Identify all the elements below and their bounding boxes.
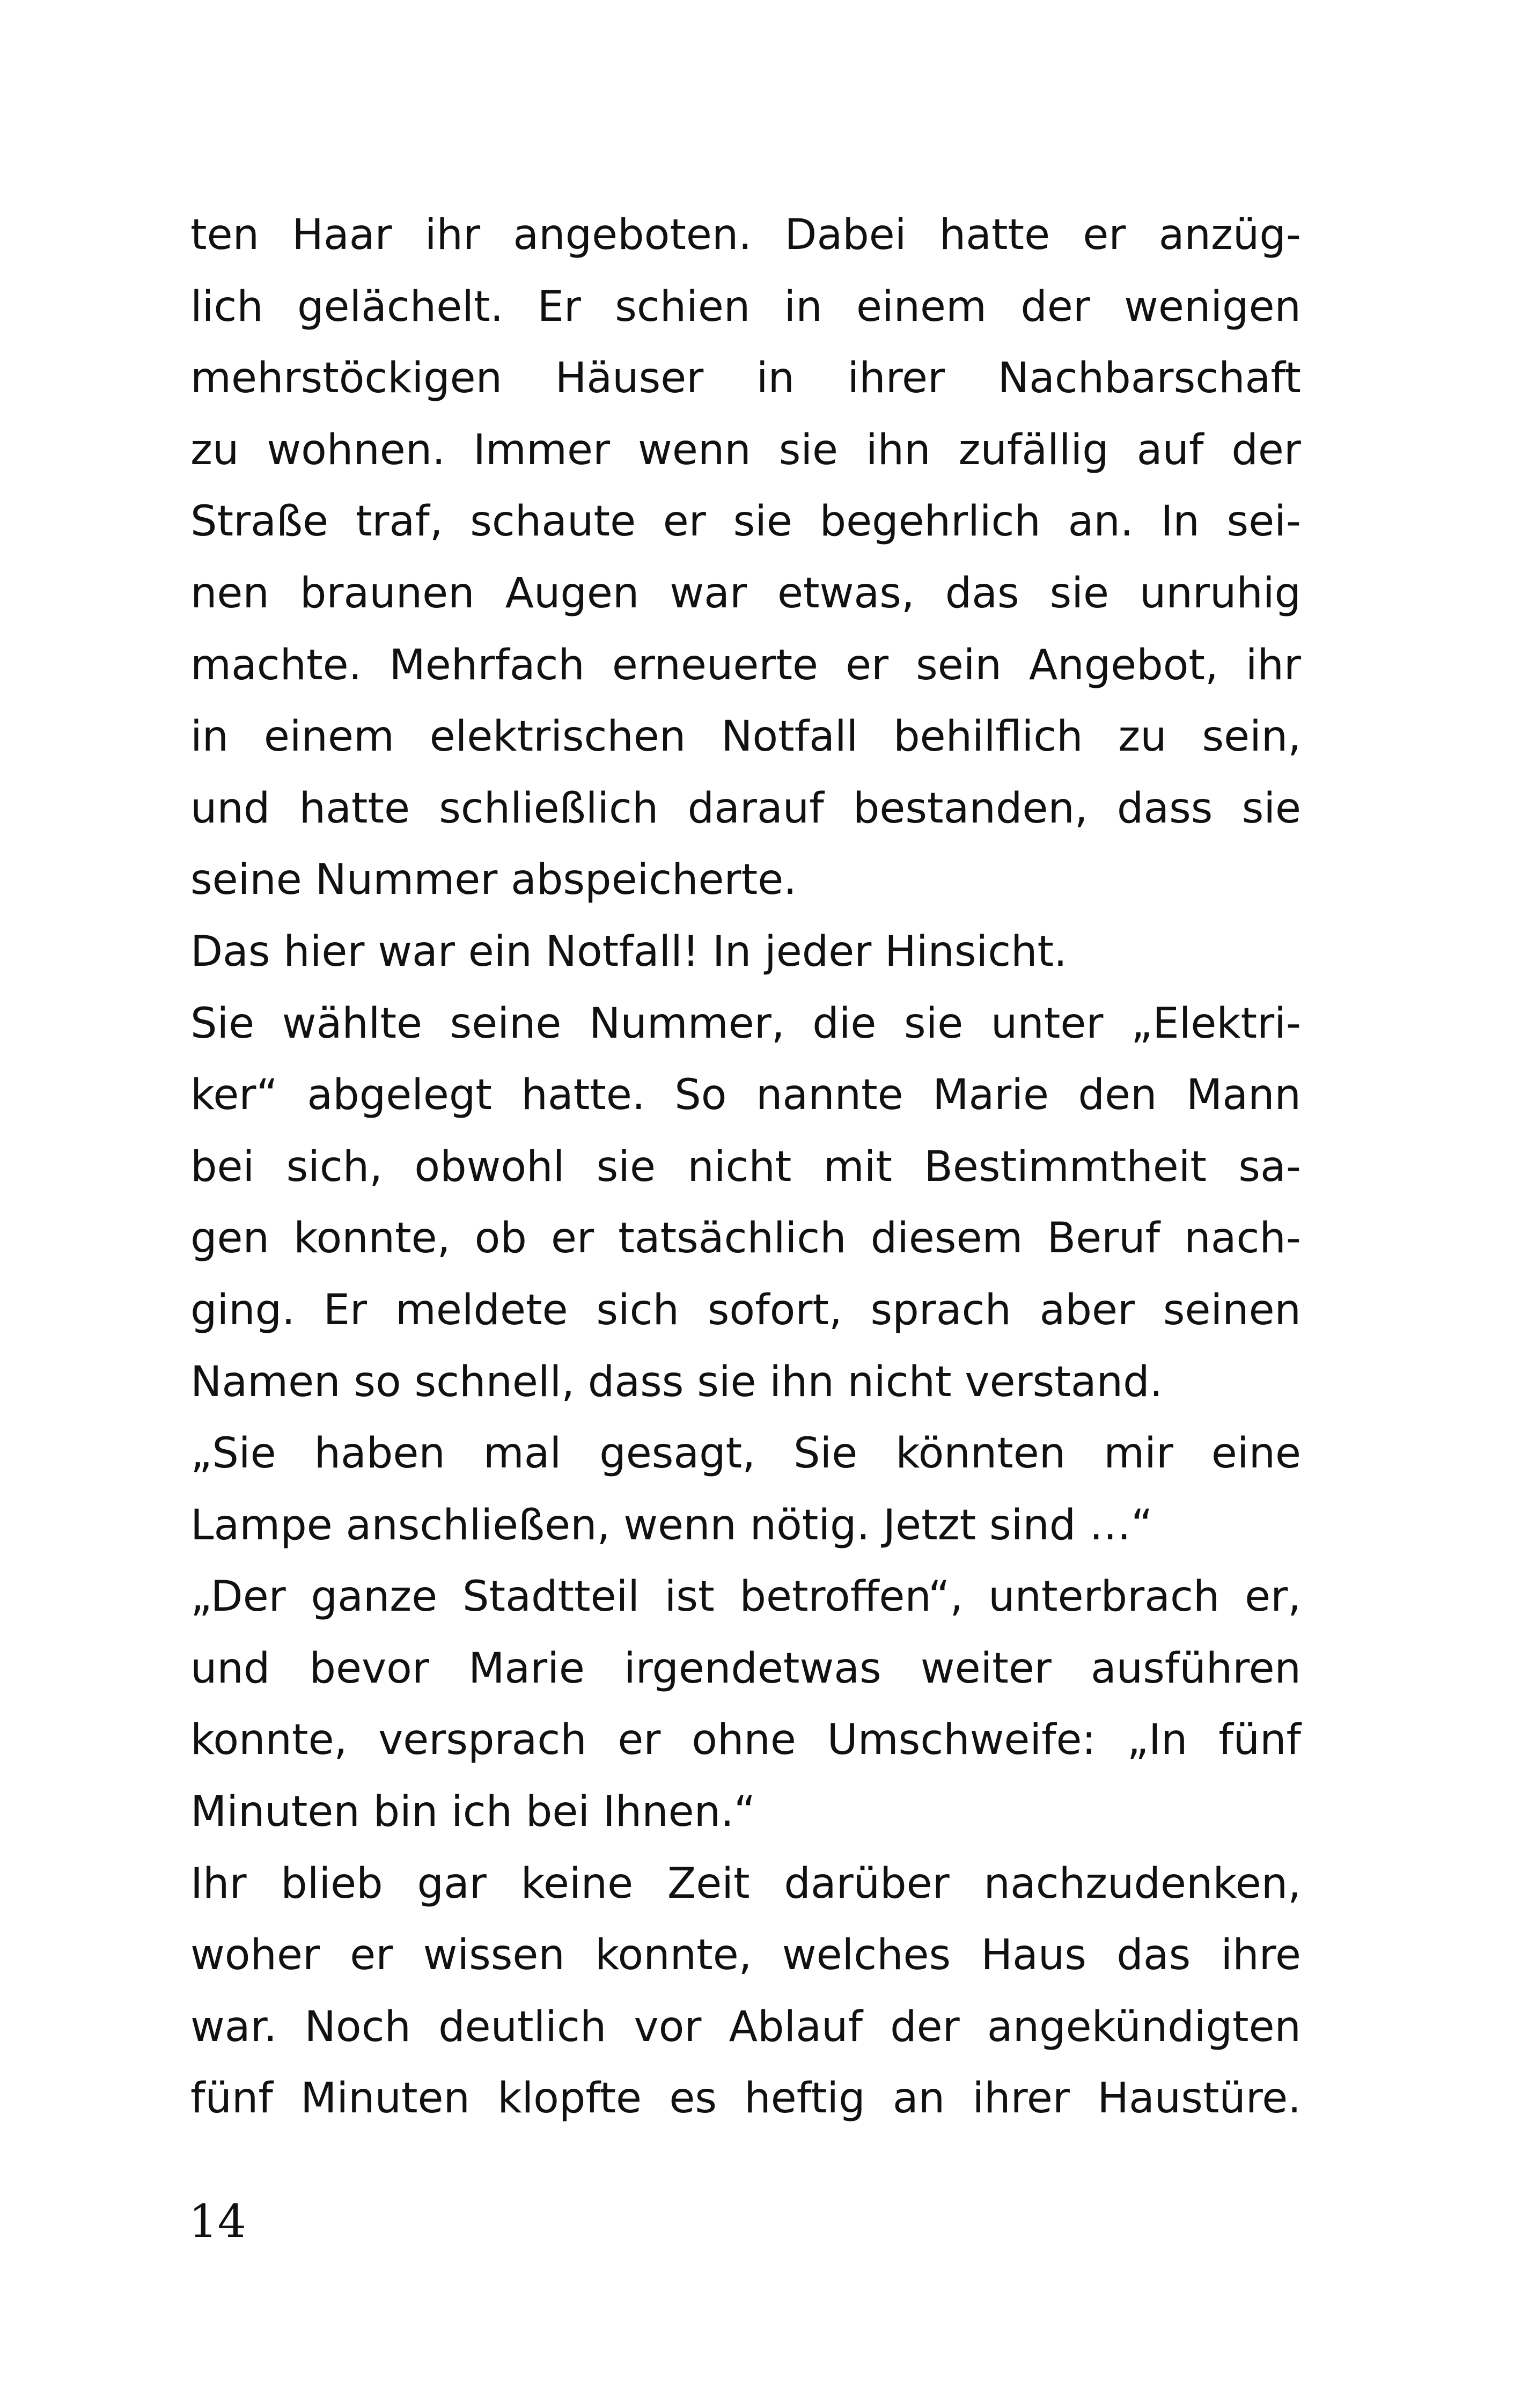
text-line: war. Noch deutlich vor Ablauf der angekündigten	[190, 2002, 1301, 2051]
text-line: bei sich, obwohl sie nicht mit Bestimmtheit sa-	[190, 1142, 1301, 1191]
text-line: Namen so schnell, dass sie ihn nicht verstand.	[190, 1357, 1163, 1406]
text-line: lich gelächelt. Er schien in einem der wenigen	[190, 282, 1301, 331]
text-line: in einem elektrischen Notfall behilflich zu sein,	[190, 713, 1301, 761]
text-line: konnte, versprach er ohne Umschweife: „In fünf	[190, 1716, 1301, 1765]
text-line: Das hier war ein Notfall! In jeder Hinsicht.	[190, 927, 1067, 976]
text-line: „Sie haben mal gesagt, Sie könnten mir eine	[190, 1429, 1301, 1478]
page-number: 14	[189, 2195, 246, 2248]
text-line: „Der ganze Stadtteil ist betroffen“, unterbrach er,	[190, 1573, 1301, 1621]
text-line: mehrstöckigen Häuser in ihrer Nachbarschaft	[190, 354, 1301, 403]
text-line: gen konnte, ob er tatsächlich diesem Beruf nach-	[190, 1214, 1301, 1263]
text-line: nen braunen Augen war etwas, das sie unruhig	[190, 569, 1301, 618]
text-line: ker“ abgelegt hatte. So nannte Marie den Mann	[190, 1071, 1301, 1120]
text-line: und bevor Marie irgendetwas weiter ausführen	[190, 1644, 1301, 1693]
text-line: ten Haar ihr angeboten. Dabei hatte er anzüg-	[190, 211, 1301, 259]
text-line: ging. Er meldete sich sofort, sprach aber seinen	[190, 1286, 1301, 1334]
text-line: und hatte schließlich darauf bestanden, dass sie	[190, 784, 1301, 833]
text-line: Minuten bin ich bei Ihnen.“	[190, 1788, 756, 1837]
text-line: Ihr blieb gar keine Zeit darüber nachzudenken,	[190, 1859, 1301, 1908]
text-line: Sie wählte seine Nummer, die sie unter „Elektri-	[190, 999, 1301, 1048]
text-line: Lampe anschließen, wenn nötig. Jetzt sind …“	[190, 1501, 1153, 1550]
text-line: machte. Mehrfach erneuerte er sein Angebot, ihr	[190, 641, 1301, 689]
text-line: Straße traf, schaute er sie begehrlich an. In sei-	[190, 497, 1301, 546]
text-line: woher er wissen konnte, welches Haus das ihre	[190, 1931, 1301, 1980]
text-line: fünf Minuten klopfte es heftig an ihrer Haustüre.	[190, 2074, 1301, 2123]
text-line: seine Nummer abspeicherte.	[190, 856, 797, 905]
text-line: zu wohnen. Immer wenn sie ihn zufällig auf der	[190, 425, 1301, 474]
body-text	[190, 200, 1301, 2135]
